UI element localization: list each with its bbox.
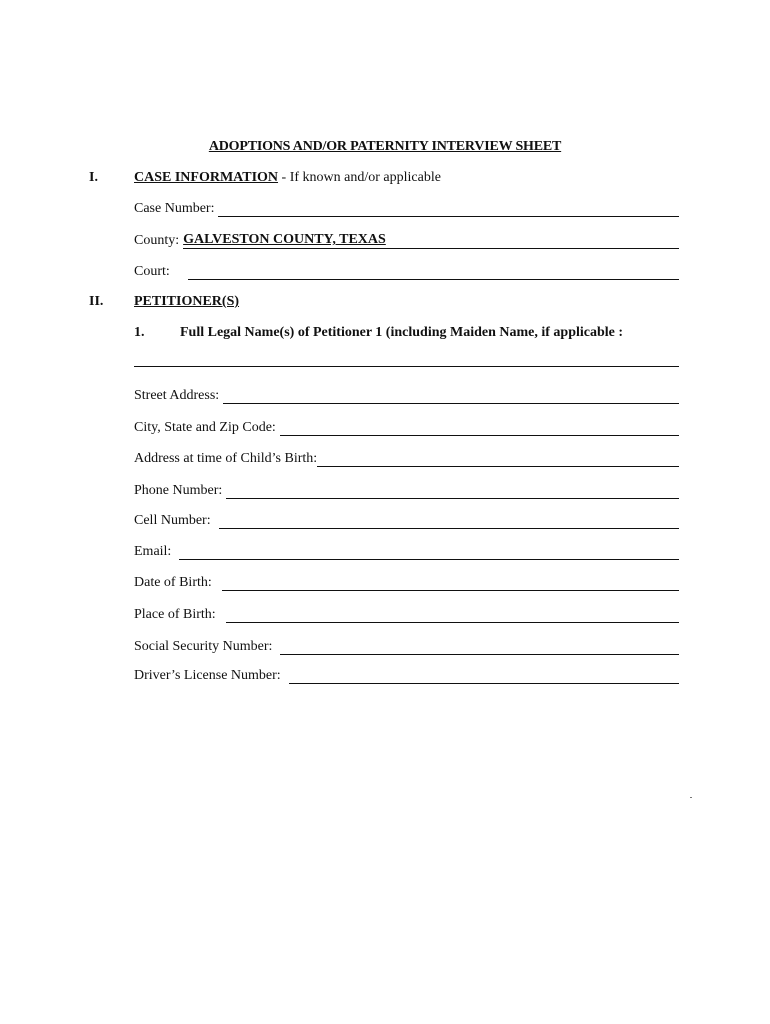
address-at-birth-field <box>134 449 679 467</box>
county-field <box>134 231 679 249</box>
date-of-birth-input[interactable] <box>222 577 679 591</box>
question-1-text: Full Legal Name(s) of Petitioner 1 (including Maiden Name, if applicable : <box>180 325 624 340</box>
phone-number-field <box>134 481 679 499</box>
place-of-birth-label: Place of Birth: <box>134 607 216 622</box>
cell-number-field <box>134 511 679 529</box>
drivers-license-input[interactable] <box>289 670 679 684</box>
street-address-input[interactable] <box>223 390 679 404</box>
ssn-field <box>134 637 679 655</box>
case-number-label: Case Number: <box>134 201 215 216</box>
case-number-field <box>134 199 679 217</box>
court-label: Court: <box>134 264 170 279</box>
email-field <box>134 542 679 560</box>
address-at-birth-input[interactable] <box>317 453 679 467</box>
section-1-heading: CASE INFORMATION <box>134 170 279 185</box>
date-of-birth-label: Date of Birth: <box>134 575 212 590</box>
city-state-zip-label: City, State and Zip Code: <box>134 420 276 435</box>
section-2-heading: PETITIONER(S) <box>134 294 240 309</box>
stray-mark <box>690 797 692 798</box>
phone-number-label: Phone Number: <box>134 483 223 498</box>
street-address-label: Street Address: <box>134 388 220 403</box>
section-1-number: I. <box>89 170 98 185</box>
question-1-number: 1. <box>134 325 145 340</box>
ssn-label: Social Security Number: <box>134 639 273 654</box>
date-of-birth-field <box>134 573 679 591</box>
case-number-input[interactable] <box>218 203 679 217</box>
county-label: County: <box>134 233 180 248</box>
city-state-zip-field <box>134 418 679 436</box>
street-address-field <box>134 386 679 404</box>
section-1-header <box>134 170 441 186</box>
cell-number-input[interactable] <box>219 515 679 529</box>
legal-name-input[interactable] <box>134 366 679 367</box>
court-field <box>134 262 679 280</box>
cell-number-label: Cell Number: <box>134 513 211 528</box>
place-of-birth-field <box>134 605 679 623</box>
phone-number-input[interactable] <box>226 485 679 499</box>
county-input[interactable] <box>183 232 679 249</box>
address-at-birth-label: Address at time of Child’s Birth: <box>134 451 318 466</box>
section-1-note: - If known and/or applicable <box>278 170 441 185</box>
email-input[interactable] <box>179 546 679 560</box>
place-of-birth-input[interactable] <box>226 609 679 623</box>
section-2-number: II. <box>89 294 104 309</box>
ssn-input[interactable] <box>280 641 679 655</box>
county-value: GALVESTON COUNTY, TEXAS <box>183 232 386 247</box>
email-label: Email: <box>134 544 172 559</box>
city-state-zip-input[interactable] <box>280 422 679 436</box>
court-input[interactable] <box>188 266 679 280</box>
drivers-license-field <box>134 666 679 684</box>
page-title: ADOPTIONS AND/OR PATERNITY INTERVIEW SHEET <box>208 139 562 154</box>
drivers-license-label: Driver’s License Number: <box>134 668 281 683</box>
section-2-header <box>134 294 239 310</box>
